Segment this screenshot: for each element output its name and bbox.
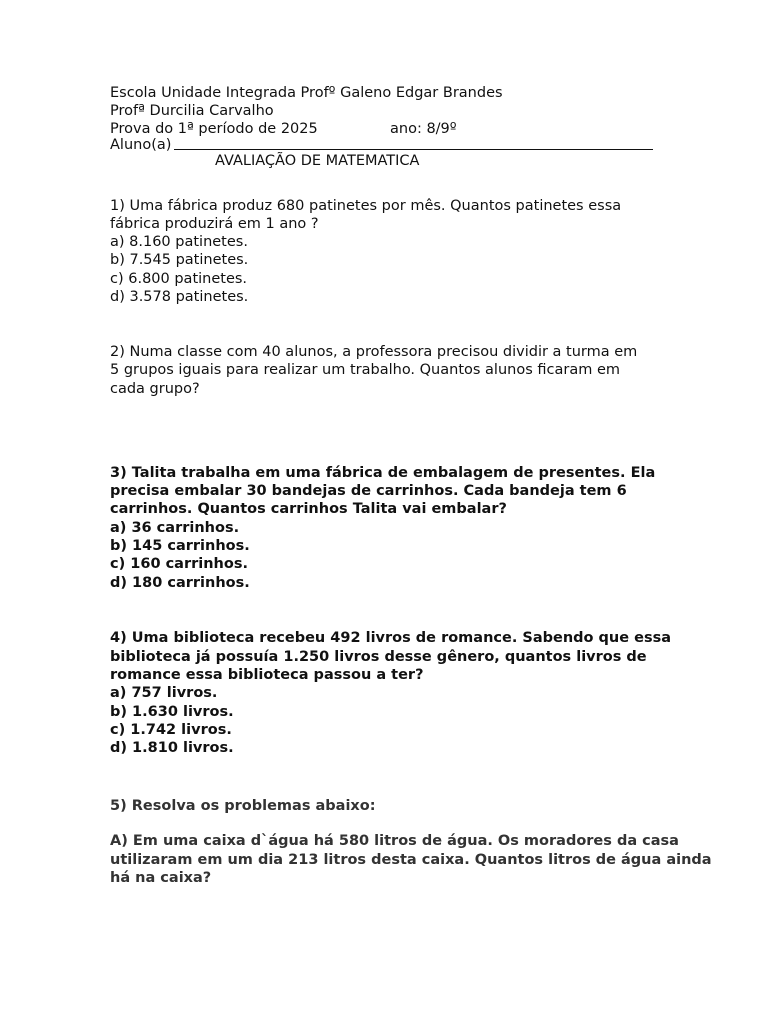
question-3-line-1: 3) Talita trabalha em uma fábrica de embalagem de presentes. Ela xyxy=(110,465,656,481)
question-1-line-2: fábrica produzirá em 1 ano ? xyxy=(110,216,319,232)
question-1-option-c: c) 6.800 patinetes. xyxy=(110,271,248,287)
question-3-line-2: precisa embalar 30 bandejas de carrinhos. Cada bandeja tem 6 xyxy=(110,483,627,499)
question-2-line-2: 5 grupos iguais para realizar um trabalho. Quantos alunos ficaram em xyxy=(110,362,620,378)
teacher-name: Profª Durcilia Carvalho xyxy=(110,103,274,119)
question-4-option-b: b) 1.630 livros. xyxy=(110,704,234,720)
question-4-line-1: 4) Uma biblioteca recebeu 492 livros de romance. Sabendo que essa xyxy=(110,630,671,646)
question-1-option-d: d) 3.578 patinetes. xyxy=(110,289,249,305)
question-3-line-3: carrinhos. Quantos carrinhos Talita vai embalar? xyxy=(110,501,507,517)
school-year: ano: 8/9º xyxy=(390,121,457,137)
question-3-option-c: c) 160 carrinhos. xyxy=(110,556,248,572)
question-4-option-c: c) 1.742 livros. xyxy=(110,722,232,738)
question-5a-line-2: utilizaram em um dia 213 litros desta caixa. Quantos litros de água ainda xyxy=(110,852,712,868)
question-4-line-2: biblioteca já possuía 1.250 livros desse gênero, quantos livros de xyxy=(110,649,647,665)
question-2-line-1: 2) Numa classe com 40 alunos, a professora precisou dividir a turma em xyxy=(110,344,638,360)
question-1-option-a: a) 8.160 patinetes. xyxy=(110,234,248,250)
question-5-heading: 5) Resolva os problemas abaixo: xyxy=(110,798,376,814)
exam-period: Prova do 1ª período de 2025 xyxy=(110,121,318,137)
question-1-line-1: 1) Uma fábrica produz 680 patinetes por mês. Quantos patinetes essa xyxy=(110,198,622,214)
question-5a-line-3: há na caixa? xyxy=(110,870,212,886)
school-name: Escola Unidade Integrada Profº Galeno Edgar Brandes xyxy=(110,85,503,101)
student-name-line xyxy=(174,149,653,150)
question-5a-line-1: A) Em uma caixa d`água há 580 litros de água. Os moradores da casa xyxy=(110,833,679,849)
question-3-option-d: d) 180 carrinhos. xyxy=(110,575,250,591)
question-4-line-3: romance essa biblioteca passou a ter? xyxy=(110,667,424,683)
exam-title: AVALIAÇÃO DE MATEMATICA xyxy=(215,153,420,169)
student-label: Aluno(a) xyxy=(110,137,172,153)
question-4-option-d: d) 1.810 livros. xyxy=(110,740,234,756)
question-2-line-3: cada grupo? xyxy=(110,381,200,397)
question-3-option-a: a) 36 carrinhos. xyxy=(110,520,240,536)
question-4-option-a: a) 757 livros. xyxy=(110,685,218,701)
question-3-option-b: b) 145 carrinhos. xyxy=(110,538,250,554)
question-1-option-b: b) 7.545 patinetes. xyxy=(110,252,249,268)
